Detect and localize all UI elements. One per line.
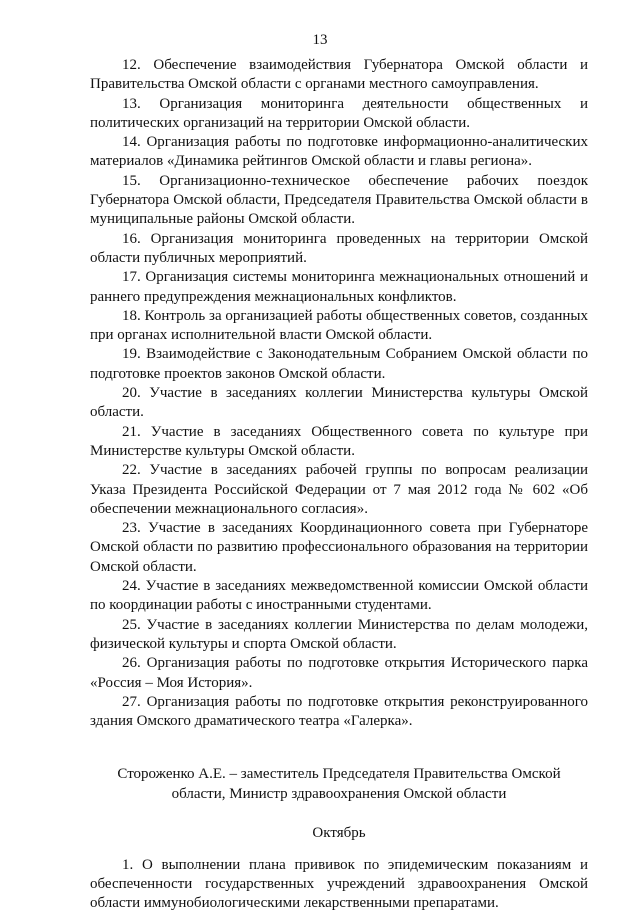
person-heading-line: Стороженко А.Е. – заместитель Председателя Правительства Омской: [117, 766, 561, 783]
list-item: 1. О выполнении плана прививок по эпидемическим показаниям и обеспеченности государственных учреждений здравоохранения Омской области иммунобиологическими лекарственными препаратами.: [90, 856, 588, 912]
list-item: 25. Участие в заседаниях коллегии Министерства по делам молодежи, физической культуры и спорта Омской области.: [90, 616, 588, 652]
list-item: 15. Организационно-техническое обеспечение рабочих поездок Губернатора Омской области, Председателя Правительства Омской области в муниципальные районы Омской области.: [90, 172, 588, 228]
list-item: 20. Участие в заседаниях коллегии Министерства культуры Омской области.: [90, 385, 588, 421]
list-item: 13. Организация мониторинга деятельности общественных и политических организаций на территории Омской области.: [90, 95, 588, 131]
list-item: 22. Участие в заседаниях рабочей группы по вопросам реализации Указа Президента Российской Федерации от 7 мая 2012 года № 602 «Об обеспечении межнационального согласия».: [90, 462, 588, 517]
list-item: 24. Участие в заседаниях межведомственной комиссии Омской области по координации работы с иностранными студентами.: [90, 578, 588, 614]
list-item: 14. Организация работы по подготовке информационно-аналитических материалов «Динамика рейтингов Омской области и главы региона».: [90, 134, 588, 170]
document-body: [90, 56, 588, 914]
person-heading-line: области, Министр здравоохранения Омской области: [171, 785, 507, 802]
page-number: 13: [312, 32, 328, 48]
list-item: 27. Организация работы по подготовке открытия реконструированного здания Омского драматического театра «Галерка».: [90, 693, 588, 730]
list-item: 17. Организация системы мониторинга межнациональных отношений и раннего предупреждения межнациональных конфликтов.: [90, 269, 588, 305]
person-heading: [90, 765, 588, 804]
list-item: 18. Контроль за организацией работы общественных советов, созданных при органах исполнительной власти Омской области.: [90, 307, 588, 344]
list-item: 19. Взаимодействие с Законодательным Собранием Омской области по подготовке проектов законов Омской области.: [90, 346, 588, 382]
list-item: 16. Организация мониторинга проведенных на территории Омской области публичных мероприятий.: [90, 230, 588, 266]
list-item: 26. Организация работы по подготовке открытия Исторического парка «Россия – Моя История».: [90, 655, 588, 691]
list-item: 23. Участие в заседаниях Координационного совета при Губернаторе Омской области по развитию профессионального образования на территории Омской области.: [90, 520, 588, 575]
month-heading: Октябрь: [312, 825, 366, 842]
list-item: 12. Обеспечение взаимодействия Губернатора Омской области и Правительства Омской области с органами местного самоуправления.: [90, 57, 588, 93]
list-item: 21. Участие в заседаниях Общественного совета по культуре при Министерстве культуры Омской области.: [90, 423, 588, 459]
